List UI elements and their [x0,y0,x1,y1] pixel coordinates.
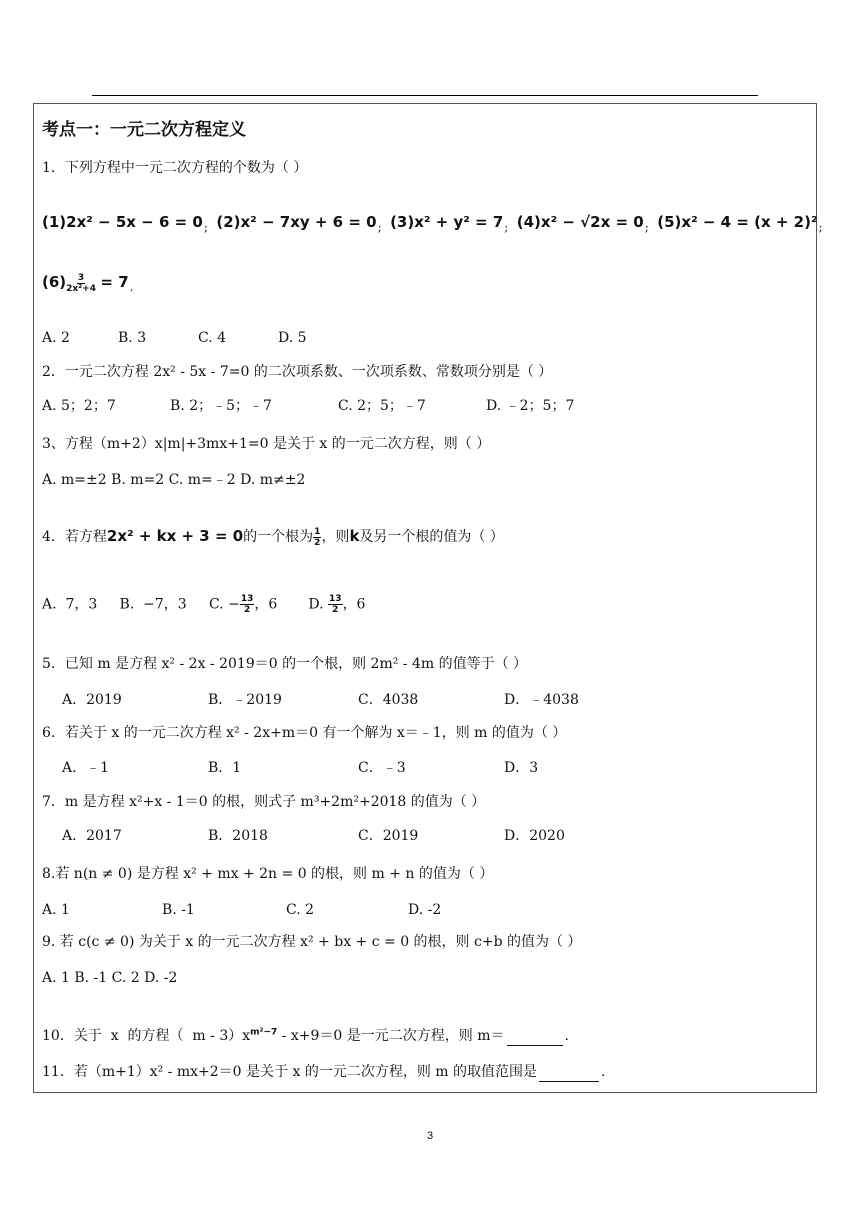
q1-eq6-suffix: = 7 [100,273,129,291]
q1-options [42,328,307,348]
q1-equations: (1)2x² − 5x − 6 = 0; (2)x² − 7xy + 6 = 0; (3)x² + y² = 7; (4)x² − √2x = 0; (5)x² − 4 = (x + 2)²; [42,213,823,234]
q5-stem: 5．已知 m 是方程 x² - 2x - 2019＝0 的一个根，则 2m² - 4m 的值等于（ ） [42,656,528,672]
q1-stem: 1．下列方程中一元二次方程的个数为（ ） [42,160,308,176]
q1-eq6-fraction: $\frac{3}{\text{2x²+4}}$ [66,272,96,294]
q10-exponent: m²−7 [250,1027,278,1038]
q1-eq6-prefix: (6) [42,273,67,291]
q5-options: A．2019 B．﹣2019 C．4038 D．﹣4038 [62,692,579,708]
q2-option-d: D. ﹣2；5；7 [486,398,575,414]
q2-option-c: C. 2；5；﹣7 [338,398,426,414]
q3-options: A. m=±2 B. m=2 C. m=﹣2 D. m≠±2 [42,472,306,488]
q1-eq3: (3)x² + y² = 7 [390,213,504,231]
q9-options: A. 1 B. -1 C. 2 D. -2 [42,970,178,986]
q7-options: A．2017 B．2018 C．2019 D．2020 [62,828,565,844]
q1-eq1: (1)2x² − 5x − 6 = 0 [42,213,203,231]
q11-stem: 11．若（m+1）x² - mx+2＝0 是关于 x 的一元二次方程，则 m 的取值范围是 . [42,1064,606,1080]
q8-stem: 8.若 n(n ≠ 0) 是方程 x² + mx + 2n = 0 的根，则 m + n 的值为（ ） [42,866,494,882]
q4-equation: 2x² + kx + 3 = 0 [106,527,244,545]
q4-option-c-fraction: $\frac{13}{2}$ [240,594,254,615]
q8-options: A. 1 B. -1 C. 2 D. -2 [42,902,442,918]
q1-option-a: A. 2 [42,330,70,346]
q10-stem: 10．关于 x 的方程（ $m - 3)x^{m^2-7} - x+9=0$ 是一元二次方程，则 m＝ . [42,1027,569,1044]
q2-option-b: B. 2；﹣5；﹣7 [170,398,272,414]
q1-option-c: C. 4 [198,330,227,346]
section-title: 考点一：一元二次方程定义 [42,120,246,140]
q4-k: k [349,527,360,545]
q9-stem: 9. 若 c(c ≠ 0) 为关于 x 的一元二次方程 x² + bx + c = 0 的根，则 c+b 的值为（ ） [42,934,582,950]
q10-answer-blank[interactable] [507,1031,563,1046]
page-number: 3 [426,1130,434,1142]
q4-options: A. 7，3 B. −7，3 C. − $\frac{13}{2}$ ，6 D. $\frac{13}{2}$ ，6 [42,594,366,615]
q1-eq6-line: (6) $\frac{3}{\text{2x²+4}}$ = 7. [42,272,134,294]
q4-option-d-fraction: $\frac{13}{2}$ [329,594,342,615]
q1-option-d: D. 5 [278,330,307,346]
header-rule [92,95,758,96]
q1-eq2: (2)x² − 7xy + 6 = 0 [216,213,377,231]
q2-stem: 2．一元二次方程 2x² - 5x - 7=0 的二次项系数、一次项系数、常数项分别是（ ） [42,364,553,380]
q11-answer-blank[interactable] [539,1067,599,1082]
q1-option-b: B. 3 [118,330,147,346]
q6-stem: 6．若关于 x 的一元二次方程 x² - 2x+m＝0 有一个解为 x＝﹣1，则 m 的值为（ ） [42,725,567,741]
q1-eq4: (4)x² − √2x = 0 [516,213,644,231]
q4-stem: 4．若方程2x² + kx + 3 = 0的一个根为 $\frac{1}{2}$ ，则k及另一个根的值为（ ） [42,526,504,548]
q4-half-fraction: $\frac{1}{2}$ [314,526,321,548]
q2-option-a: A. 5；2；7 [42,398,116,414]
q1-eq5: (5)x² − 4 = (x + 2)² [657,213,818,231]
q6-options: A．﹣1 B．1 C．﹣3 D．3 [62,760,539,776]
q7-stem: 7．m 是方程 x²+x - 1＝0 的根，则式子 m³+2m²+2018 的值为（ ） [42,794,486,810]
q3-stem: 3、方程（m+2）x|m|+3mx+1=0 是关于 x 的一元二次方程，则（ ） [42,436,491,452]
q2-options [42,396,574,416]
